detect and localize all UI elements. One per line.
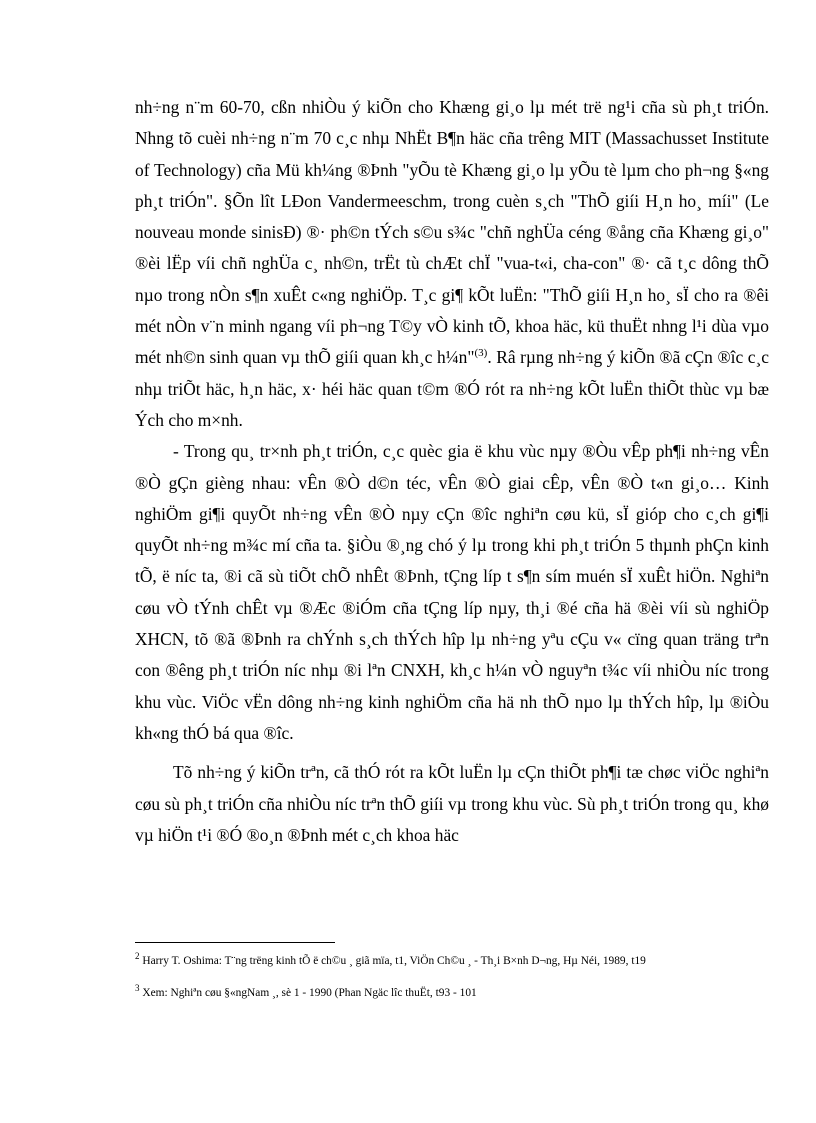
footnote-number: 3 bbox=[135, 983, 140, 994]
footnote-separator bbox=[135, 942, 335, 943]
paragraph-1 bbox=[135, 92, 769, 436]
paragraph-1-text: nh÷ng n¨m 60-70, cßn nhiÒu ý kiÕn cho Khæng gi¸o lµ mét trë ng¹i cña sù ph¸t triÓn. Nhng tõ cuèi nh÷ng n¨m 70 c¸c nhµ NhËt B¶n häc cña trêng MIT (Massachusset Institute of Technology) cña Mü kh¼ng ®Þnh "yÕu tè Khæng gi¸o lµ yÕu tè lµm cho ph¬ng §«ng ph¸t triÓn". §Õn lît LÐon Vandermeeschm, trong cuèn s¸ch "ThÕ giíi H¸n ho¸ míi" (Le nouveau monde sinisÐ) ®· ph©n tÝch s©u s¾c "chñ nghÜa céng ®ång cña Khæng gi¸o" ®èi lËp víi chñ nghÜa c¸ nh©n, trËt tù chÆt chÏ "vua-t«i, cha-con" ®· cã t¸c dông thÕ nµo trong nÒn s¶n xuÊt c«ng nghiÖp. T¸c gi¶ kÕt luËn: "ThÕ giíi H¸n ho¸ sÏ cho ra ®êi mét nÒn v¨n minh ngang víi ph¬ng T©y vÒ kinh tÕ, khoa häc, kü thuËt nhng l¹i dùa vµo mét nh©n sinh quan vµ thÕ giíi quan kh¸c h¼n" bbox=[135, 97, 769, 368]
footnotes bbox=[135, 952, 775, 1002]
footnote-text: Xem: Nghiªn cøu §«ngNam ¸, sè 1 - 1990 (Phan Ngäc lîc thuËt, t93 - 101 bbox=[142, 987, 477, 999]
footnote-2 bbox=[135, 952, 775, 970]
paragraph-3: Tõ nh÷ng ý kiÕn trªn, cã thÓ rót ra kÕt luËn lµ cÇn thiÕt ph¶i tæ chøc viÖc nghiªn cøu sù ph¸t triÓn cña nhiÒu níc trªn thÕ giíi vµ trong khu vùc. Sù ph¸t triÓn trong qu¸ khø vµ hiÖn t¹i ®Ó ®o¸n ®Þnh mét c¸ch khoa häc bbox=[135, 762, 769, 845]
footnote-ref-3: (3) bbox=[474, 346, 488, 359]
footnote-text: Harry T. Oshima: T¨ng trëng kinh tÕ ë ch©u ¸ giã mïa, t1, ViÖn Ch©u ¸ - Th¸i B×nh D¬ng, Hµ Néi, 1989, t19 bbox=[142, 955, 646, 967]
paragraph-2: - Trong qu¸ tr×nh ph¸t triÓn, c¸c quèc gia ë khu vùc nµy ®Òu vÊp ph¶i nh÷ng vÊn ®Ò gÇn gièng nhau: vÊn ®Ò d©n téc, vÊn ®Ò giai cÊp, vÊn ®Ò t«n gi¸o… Kinh nghiÖm gi¶i quyÕt nh÷ng vÊn ®Ò nµy cÇn ®îc nghiªn cøu kü, sÏ gióp cho c¸ch gi¶i quyÕt nh÷ng m¾c mí cña ta. §iÒu ®¸ng chó ý lµ trong khi ph¸t triÓn 5 thµnh phÇn kinh tÕ, ë níc ta, ®i cã sù tiÕt chÕ nhÊt ®Þnh, tÇng líp t s¶n sím muén sÏ xuÊt hiÖn. Nghiªn cøu vÒ tÝnh chÊt vµ ®Æc ®iÓm cña tÇng líp nµy, th¸i ®é cña hä ®èi víi sù nghiÖp XHCN, tõ ®ã ®Þnh ra chÝnh s¸ch thÝch hîp lµ nh÷ng yªu cÇu v« cïng quan träng trªn con ®êng ph¸t triÓn níc nhµ ®i lªn CNXH, kh¸c h¼n vÒ nguyªn t¾c víi nhiÒu níc trong khu vùc. ViÖc vËn dông nh÷ng kinh nghiÖm cña hä nh thÕ nµo lµ thÝch hîp, lµ ®iÒu kh«ng thÓ bá qua ®îc. bbox=[135, 441, 769, 743]
paragraph-1-text-end: . Râ rµng nh÷ng ý kiÕn ®ã cÇn ®îc c¸c nhµ triÕt häc, h¸n häc, x· héi häc quan t©m ®Ó rót ra nh÷ng kÕt luËn thiÕt thùc vµ bæ Ých cho m×nh. bbox=[135, 347, 769, 430]
body-text bbox=[135, 92, 769, 851]
footnote-number: 2 bbox=[135, 951, 140, 962]
footnote-3 bbox=[135, 984, 775, 1002]
